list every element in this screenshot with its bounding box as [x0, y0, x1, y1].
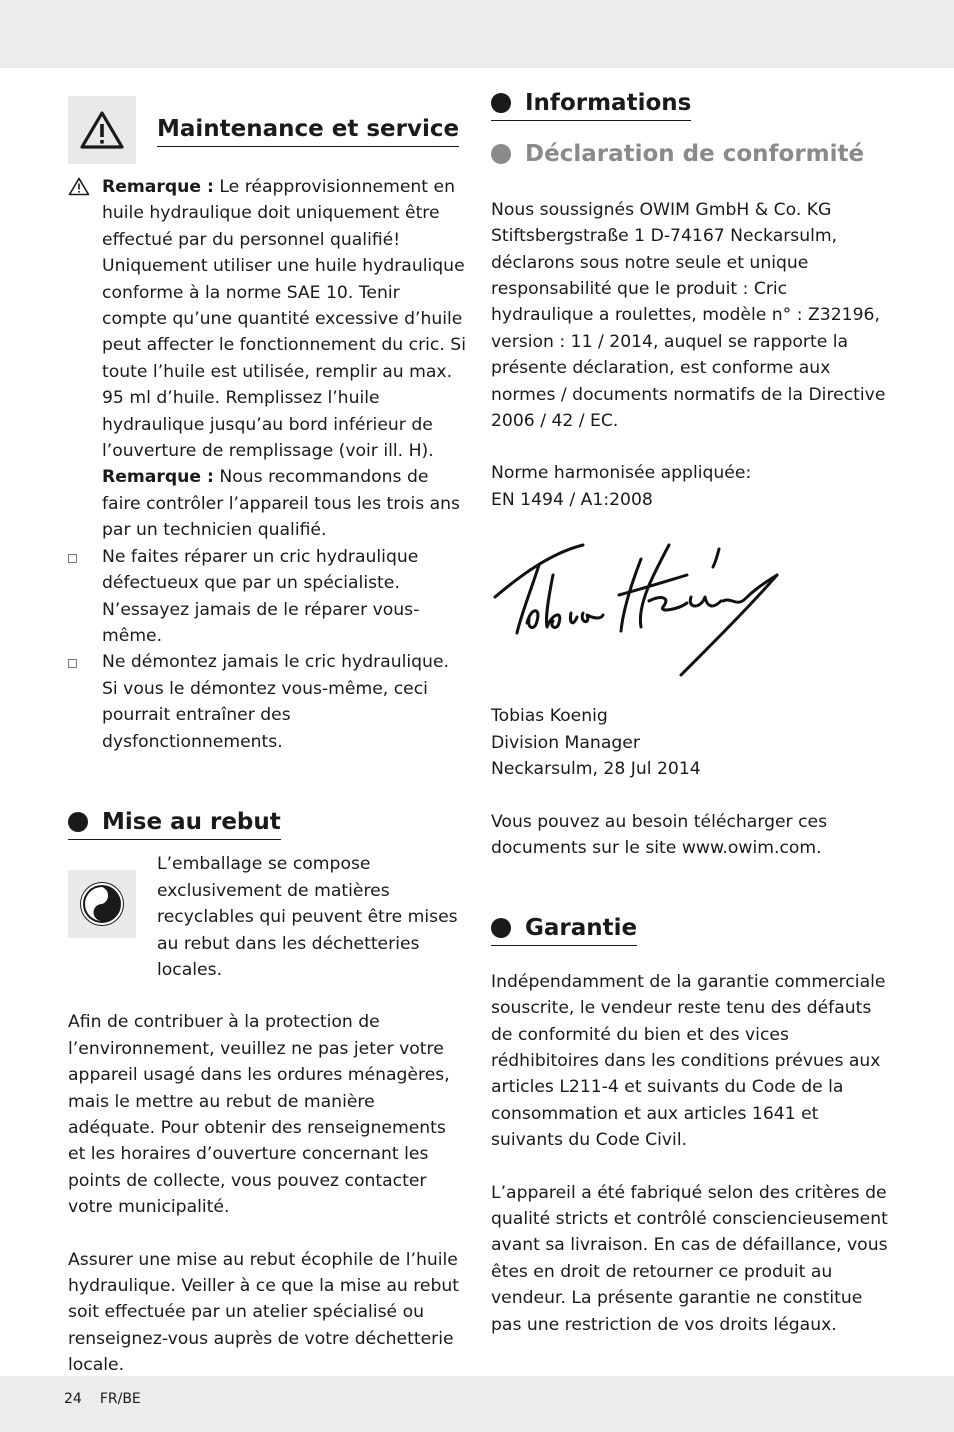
remark-label: Remarque : — [102, 467, 214, 488]
warranty-paragraph: Indépendamment de la garantie commerciale souscrite, le vendeur reste tenu des défauts de conformité du bien et des vices rédhibitoires dans les conditions prévues aux articles L211-4 et suivants du Code de la consommation et aux articles 1641 et suivants du Code Civil. — [491, 971, 886, 1151]
bullet-dot-icon — [491, 93, 511, 113]
warranty-paragraph: L’appareil a été fabriqué selon des critères de qualité stricts et contrôlé consciencieusement avant sa livraison. En cas de défaillance, vous êtes en droit de retourner ce produit au vendeur. La présente garantie ne constitue pas une restriction de vos droits légaux. — [491, 1182, 888, 1335]
remark-text: Nous recommandons de faire contrôler l’appareil tous les trois ans par un technicien qualifié. — [102, 467, 461, 541]
page-number: 24 — [64, 1391, 82, 1407]
list-item: Ne démontez jamais le cric hydraulique. Si vous le démontez vous-même, ceci pourrait entraîner des dysfonctionnements. — [68, 649, 466, 755]
right-column — [491, 88, 891, 1338]
declaration-text: Nous soussignés OWIM GmbH & Co. KG Stiftsbergstraße 1 D-74167 Neckarsulm, déclarons sous notre seule et unique responsabilité que le produit : Cric hydraulique a roulettes, modèle n° : Z32196, version : 11 / 2014, auquel se rapporte la présente déclaration, est conforme aux normes / documents normatifs de la Directive 2006 / 42 / EC. — [491, 199, 886, 432]
information-title: Informations — [491, 88, 691, 121]
bullet-dot-icon — [491, 918, 511, 938]
remark-maintenance-oil — [68, 174, 466, 464]
norm-label: Norme harmonisée appliquée: — [491, 463, 752, 484]
footer — [64, 1391, 159, 1407]
warning-icon-box — [68, 96, 136, 164]
conformity-title: Déclaration de conformité — [491, 139, 864, 171]
recycle-icon-box — [68, 870, 136, 938]
bullet-dot-icon — [491, 144, 511, 164]
disposal-paragraph: Afin de contribuer à la protection de l’environnement, veuillez ne pas jeter votre appareil usagé dans les ordures ménagères, mais le mettre au rebut de manière adéquate. Pour obtenir des renseignements et les horaires d’ouverture concernant les points de collecte, vous pouvez contacter votre municipalité. — [68, 1012, 450, 1218]
handwritten-signature-image — [491, 535, 791, 695]
warning-small-icon — [68, 177, 90, 196]
warranty-title: Garantie — [491, 913, 637, 946]
maintenance-title: Maintenance et service — [157, 114, 459, 147]
disposal-title: Mise au rebut — [68, 807, 281, 840]
packaging-text: L’emballage se compose exclusivement de matières recyclables qui peuvent être mises au rebut dans les déchetteries locales. — [157, 854, 458, 980]
download-note: Vous pouvez au besoin télécharger ces documents sur le site www.owim.com. — [491, 811, 828, 858]
locale-label: FR/BE — [99, 1391, 141, 1407]
signature — [491, 513, 891, 703]
left-column — [68, 96, 466, 1379]
remark-text: Le réapprovisionnement en huile hydraulique doit uniquement être effectué par du personnel qualifié! Uniquement utiliser une huile hydraulique conforme à la norme SAE 10. Tenir compte qu’une quantité excessive d’huile peut affecter le fonctionnement du cric. Si toute l’huile est utilisée, remplir au max. 95 ml d’huile. Remplissez l’huile hydraulique jusqu’au bord inférieur de l’ouverture de remplissage (voir ill. H). — [102, 177, 466, 462]
square-bullet-icon — [68, 554, 77, 563]
signatory-place-date: Neckarsulm, 28 Jul 2014 — [491, 759, 701, 780]
disposal-oil-paragraph: Assurer une mise au rebut écophile de l’huile hydraulique. Veiller à ce que la mise au rebut soit effectuée par un atelier spécialisé ou renseignez-vous auprès de votre déchetterie locale. — [68, 1249, 460, 1376]
remark-label: Remarque : — [102, 177, 214, 197]
header-bar — [0, 0, 954, 68]
signatory-name: Tobias Koenig — [491, 706, 608, 727]
square-bullet-icon — [68, 659, 77, 668]
maintenance-heading-row — [68, 96, 466, 164]
list-item: Ne faites réparer un cric hydraulique défectueux que par un spécialiste. N’essayez jamais de le réparer vous-même. — [68, 544, 466, 650]
bullet-dot-icon — [68, 812, 88, 832]
warning-triangle-icon — [79, 110, 125, 150]
packaging-row — [68, 854, 466, 983]
remark-inspection — [68, 464, 466, 543]
norm-value: EN 1494 / A1:2008 — [491, 489, 653, 510]
signatory-role: Division Manager — [491, 732, 640, 753]
green-dot-recycle-icon — [77, 879, 127, 929]
